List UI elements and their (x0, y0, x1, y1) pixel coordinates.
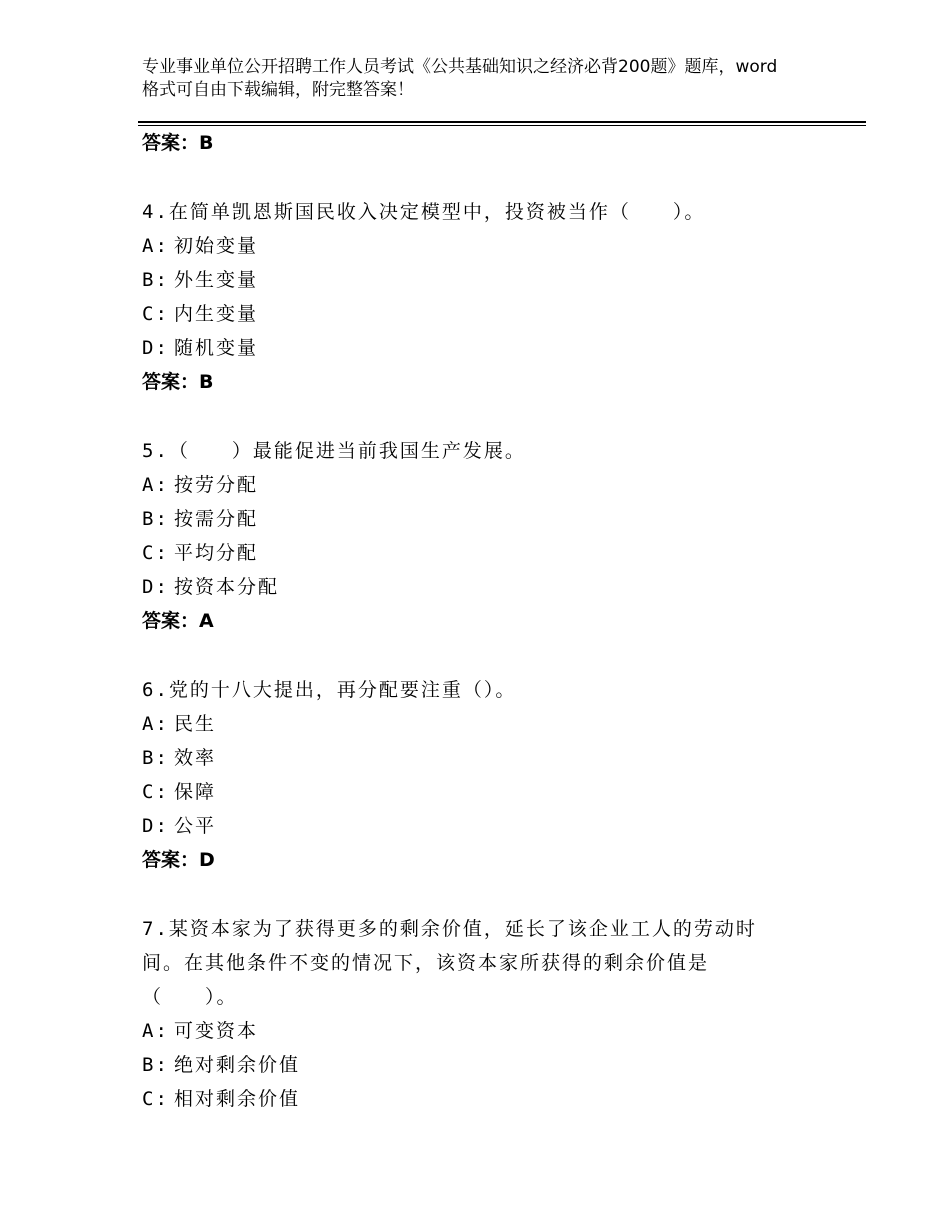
question-5-text: 5.（ ）最能促进当前我国生产发展。 (142, 440, 526, 462)
option-text: 外生变量 (174, 269, 259, 291)
question-7-text-line-3: （ ）。 (142, 986, 238, 1008)
question-4-option-a (142, 234, 258, 258)
option-text: 可变资本 (174, 1020, 259, 1042)
question-7-option-c (142, 1087, 300, 1111)
question-5-answer: 答案：A (142, 610, 214, 632)
option-letter: C: (142, 542, 169, 564)
header-rule-thin (138, 125, 866, 126)
question-4-option-b (142, 268, 258, 292)
option-text: 按劳分配 (174, 474, 259, 496)
option-text: 按需分配 (174, 508, 259, 530)
question-6-option-b (142, 746, 216, 770)
question-7-text-line-1: 7.某资本家为了获得更多的剩余价值，延长了该企业工人的劳动时 (142, 918, 757, 940)
question-4-option-c (142, 302, 258, 326)
question-5-option-c (142, 541, 258, 565)
option-letter: B: (142, 508, 169, 530)
option-text: 相对剩余价值 (174, 1088, 301, 1110)
question-4-answer: 答案：B (142, 371, 214, 393)
option-letter: D: (142, 337, 169, 359)
option-text: 按资本分配 (174, 576, 280, 598)
header-rule-thick (138, 121, 866, 123)
previous-answer: 答案：B (142, 132, 214, 154)
question-6-option-d (142, 814, 216, 838)
option-letter: D: (142, 815, 169, 837)
option-text: 随机变量 (174, 337, 259, 359)
option-letter: D: (142, 576, 169, 598)
page-header: 专业事业单位公开招聘工作人员考试《公共基础知识之经济必背200题》题库，word格式可自由下载编辑，附完整答案！ (142, 57, 778, 100)
option-letter: B: (142, 269, 169, 291)
question-6-option-a (142, 712, 216, 736)
option-letter: A: (142, 474, 169, 496)
question-6-text: 6.党的十八大提出，再分配要注重（）。 (142, 679, 517, 701)
question-6-option-c (142, 780, 216, 804)
option-text: 公平 (174, 815, 217, 837)
question-4-option-d (142, 336, 258, 360)
question-7-text-line-2: 间。在其他条件不变的情况下，该资本家所获得的剩余价值是 (142, 952, 710, 974)
option-letter: C: (142, 781, 169, 803)
question-5-option-a (142, 473, 258, 497)
option-text: 内生变量 (174, 303, 259, 325)
question-5-option-d (142, 575, 279, 599)
question-4-text: 4.在简单凯恩斯国民收入决定模型中，投资被当作（ ）。 (142, 201, 706, 223)
option-letter: A: (142, 1020, 169, 1042)
option-letter: C: (142, 303, 169, 325)
question-5-option-b (142, 507, 258, 531)
option-letter: C: (142, 1088, 169, 1110)
option-text: 保障 (174, 781, 217, 803)
option-text: 初始变量 (174, 235, 259, 257)
option-text: 民生 (174, 713, 217, 735)
option-text: 平均分配 (174, 542, 259, 564)
option-letter: B: (142, 747, 169, 769)
question-7-option-b (142, 1053, 300, 1077)
question-7-option-a (142, 1019, 258, 1043)
option-text: 绝对剩余价值 (174, 1054, 301, 1076)
question-6-answer: 答案：D (142, 849, 215, 871)
option-letter: B: (142, 1054, 169, 1076)
option-letter: A: (142, 713, 169, 735)
option-text: 效率 (174, 747, 217, 769)
option-letter: A: (142, 235, 169, 257)
